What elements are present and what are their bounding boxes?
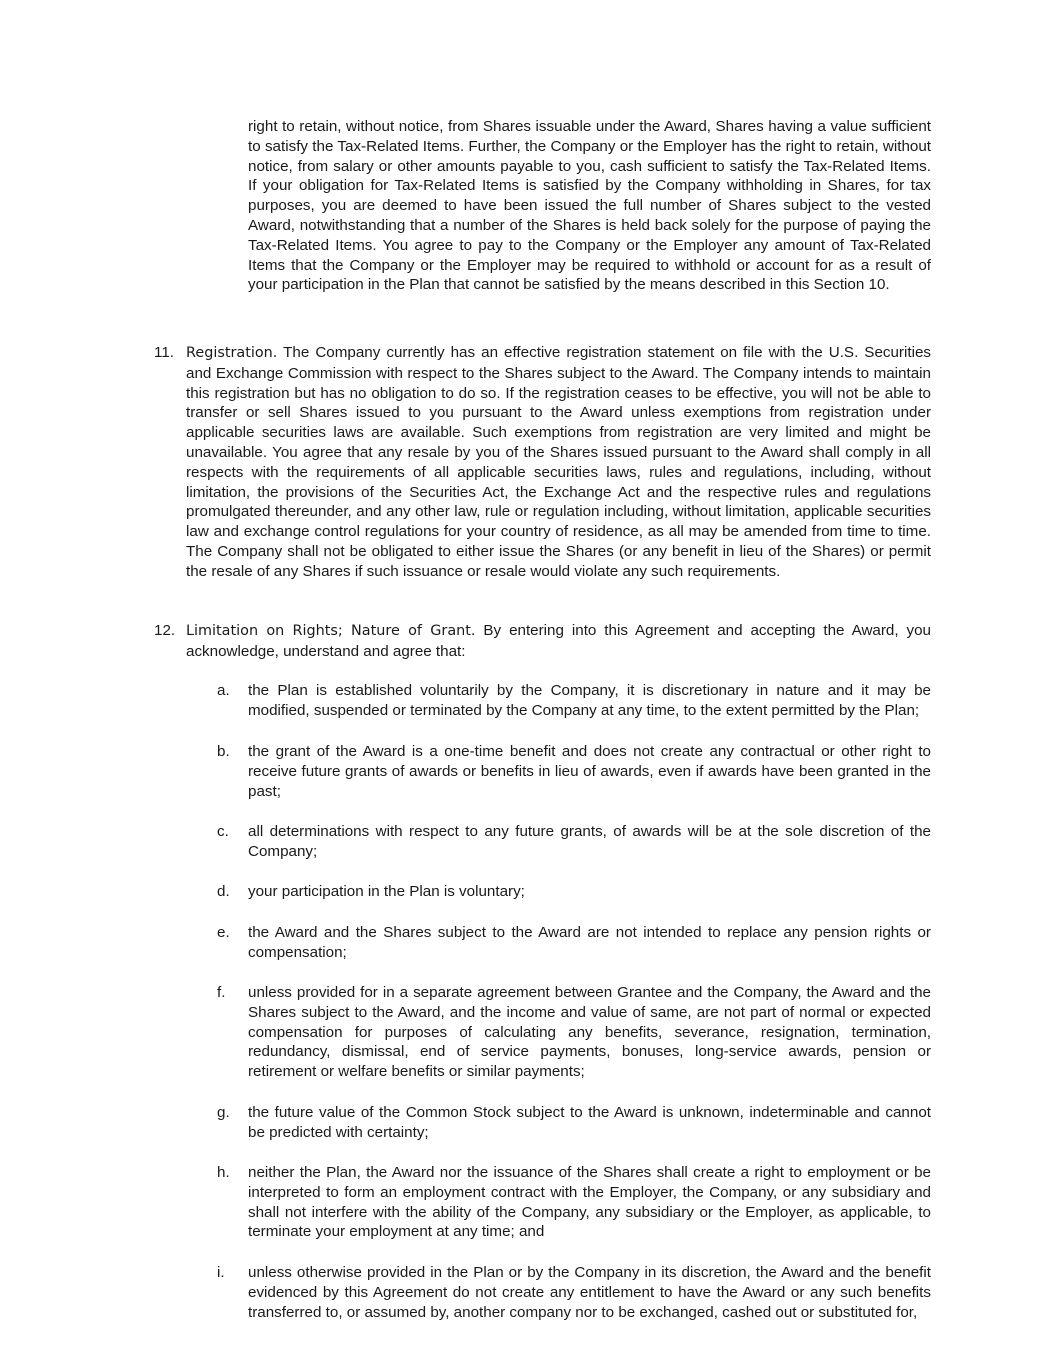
list-item: your participation in the Plan is voluntary; (248, 883, 525, 900)
section-11-title: Registration. (186, 345, 278, 361)
section-11-body (186, 343, 931, 582)
list-item-letter: f. (217, 984, 226, 1001)
section-12-title: Limitation on Rights; Nature of Grant. (186, 623, 476, 639)
section-11-number: 11. (154, 344, 174, 361)
list-item-letter: c. (217, 823, 229, 840)
list-item-letter: g. (217, 1104, 230, 1121)
list-item-letter: e. (217, 924, 230, 941)
list-item: the Award and the Shares subject to the Award are not intended to replace any pension rights or compensation; (248, 924, 931, 961)
list-item: all determinations with respect to any future grants, of awards will be at the sole discretion of the Company; (248, 823, 931, 860)
list-item: unless provided for in a separate agreement between Grantee and the Company, the Award and the Shares subject to the Award, and the income and value of same, are not part of normal or expected compensation for purposes of calculating any benefits, severance, resignation, termination, redundancy, dismissal, end of service payments, bonuses, long-service awards, pension or retirement or welfare benefits or similar payments; (248, 984, 931, 1081)
list-item-letter: a. (217, 682, 230, 699)
list-item-letter: b. (217, 743, 230, 760)
list-item-letter: i. (217, 1264, 225, 1281)
section-10-continuation: right to retain, without notice, from Shares issuable under the Award, Shares having a value sufficient to satisfy the Tax-Related Items. Further, the Company or the Employer has the right to retain, without notice, from salary or other amounts payable to you, cash sufficient to satisfy the Tax-Related Items. If your obligation for Tax-Related Items is satisfied by the Company withholding in Shares, for tax purposes, you are deemed to have been issued the full number of Shares subject to the vested Award, notwithstanding that a number of the Shares is held back solely for the purpose of paying the Tax-Related Items. You agree to pay to the Company or the Employer any amount of Tax-Related Items that the Company or the Employer may be required to withhold or account for as a result of your participation in the Plan that cannot be satisfied by the means described in this Section 10. (248, 118, 931, 294)
list-item: neither the Plan, the Award nor the issuance of the Shares shall create a right to employment or be interpreted to form an employment contract with the Employer, the Company, or any subsidiary and shall not interfere with the ability of the Company, any subsidiary or the Employer, as applicable, to terminate your employment at any time; and (248, 1164, 931, 1241)
section-12-number: 12. (154, 622, 176, 639)
list-item: the future value of the Common Stock subject to the Award is unknown, indeterminable and cannot be predicted with certainty; (248, 1104, 931, 1141)
list-item: the Plan is established voluntarily by the Company, it is discretionary in nature and it may be modified, suspended or terminated by the Company at any time, to the extent permitted by the Plan; (248, 682, 931, 719)
section-12-body (186, 621, 931, 662)
list-item: the grant of the Award is a one-time benefit and does not create any contractual or other right to receive future grants of awards or benefits in lieu of awards, even if awards have been granted in the past; (248, 743, 931, 800)
list-item: unless otherwise provided in the Plan or by the Company in its discretion, the Award and the benefit evidenced by this Agreement do not create any entitlement to have the Award or any such benefits transferred to, or assumed by, another company nor to be exchanged, cashed out or substituted for, (248, 1264, 931, 1321)
list-item-letter: d. (217, 883, 230, 900)
section-12-text: By entering into this Agreement and accepting the Award, you acknowledge, understand and agree that: (186, 622, 931, 660)
list-item-letter: h. (217, 1164, 230, 1181)
section-11-text: The Company currently has an effective registration statement on file with the U.S. Securities and Exchange Commission with respect to the Shares subject to the Award. The Company intends to maintain this registration but has no obligation to do so. If the registration ceases to be effective, you will not be able to transfer or sell Shares issued to you pursuant to the Award unless exemptions from registration under applicable securities laws are available. Such exemptions from registration are very limited and might be unavailable. You agree that any resale by you of the Shares issued pursuant to the Award shall comply in all respects with the requirements of all applicable securities laws, rules and regulations, including, without limitation, the provisions of the Securities Act, the Exchange Act and the respective rules and regulations promulgated thereunder, and any other law, rule or regulation including, without limitation, applicable securities law and exchange control regulations for your country of residence, as all may be amended from time to time. The Company shall not be obligated to either issue the Shares (or any benefit in lieu of the Shares) or permit the resale of any Shares if such issuance or resale would violate any such requirements. (186, 344, 931, 580)
